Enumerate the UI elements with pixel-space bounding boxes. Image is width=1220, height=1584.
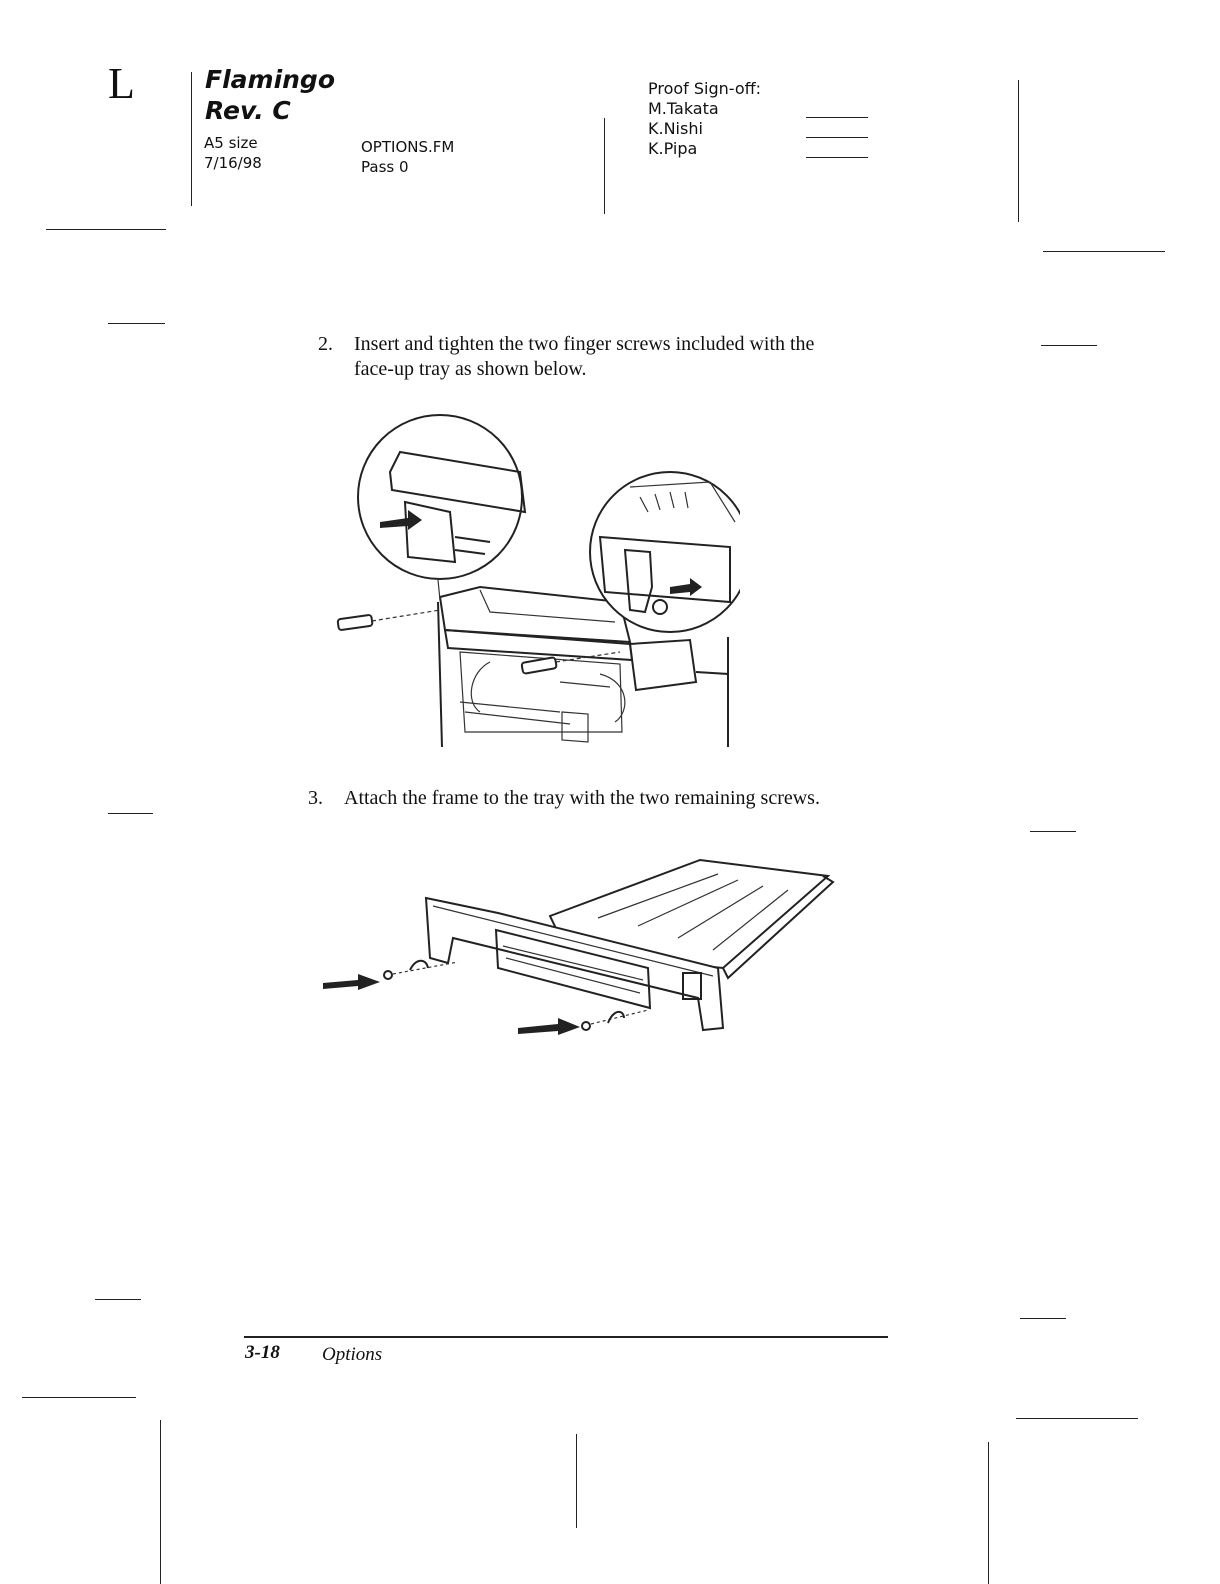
- revision: Rev. C: [205, 96, 291, 125]
- signer-2: K.Nishi: [648, 119, 703, 138]
- file-name: OPTIONS.FM: [361, 138, 455, 156]
- step-text: Insert and tighten the two finger screws included with the: [354, 333, 815, 355]
- printer-finger-screws-illustration: [330, 412, 740, 747]
- step-3: [308, 786, 928, 811]
- signoff-line-3: [806, 157, 868, 158]
- margin-mark: [1041, 345, 1097, 346]
- crop-mark: [1016, 1418, 1138, 1419]
- margin-mark: [1020, 1318, 1066, 1319]
- step-text-continued: face-up tray as shown below.: [354, 358, 587, 380]
- step-text: Attach the frame to the tray with the two remaining screws.: [344, 787, 820, 809]
- page-letter: L: [108, 59, 135, 108]
- proof-signoff: [648, 79, 761, 159]
- product-name: Flamingo: [205, 65, 336, 94]
- footer-page-number: 3-18: [245, 1342, 280, 1363]
- footer-rule: [244, 1336, 888, 1338]
- crop-mark: [22, 1397, 136, 1398]
- header-divider-right: [1018, 80, 1019, 222]
- signer-1: M.Takata: [648, 99, 719, 118]
- header-divider-center: [604, 118, 605, 214]
- margin-mark: [108, 813, 153, 814]
- footer-section-title: Options: [322, 1344, 383, 1365]
- pass: Pass 0: [361, 158, 409, 176]
- doc-meta-left: [204, 133, 262, 173]
- step-2: [318, 332, 918, 382]
- crop-mark: [46, 229, 166, 230]
- signer-3: K.Pipa: [648, 139, 698, 158]
- step-number: 3.: [308, 787, 323, 809]
- tray-frame-screws-illustration: [318, 858, 838, 1043]
- margin-mark: [108, 323, 165, 324]
- crop-mark: [988, 1442, 989, 1584]
- signoff-line-2: [806, 137, 868, 138]
- step-number: 2.: [318, 333, 333, 355]
- margin-mark: [95, 1299, 141, 1300]
- margin-mark: [1030, 831, 1076, 832]
- signoff-line-1: [806, 117, 868, 118]
- doc-meta-center: [361, 137, 454, 177]
- product-block: [205, 64, 335, 126]
- crop-mark: [160, 1420, 161, 1584]
- paper-size: A5 size: [204, 134, 258, 152]
- signoff-title: Proof Sign-off:: [648, 79, 762, 98]
- header-divider-left: [191, 72, 192, 206]
- date: 7/16/98: [204, 154, 262, 172]
- crop-mark: [576, 1434, 577, 1528]
- crop-mark: [1043, 251, 1165, 252]
